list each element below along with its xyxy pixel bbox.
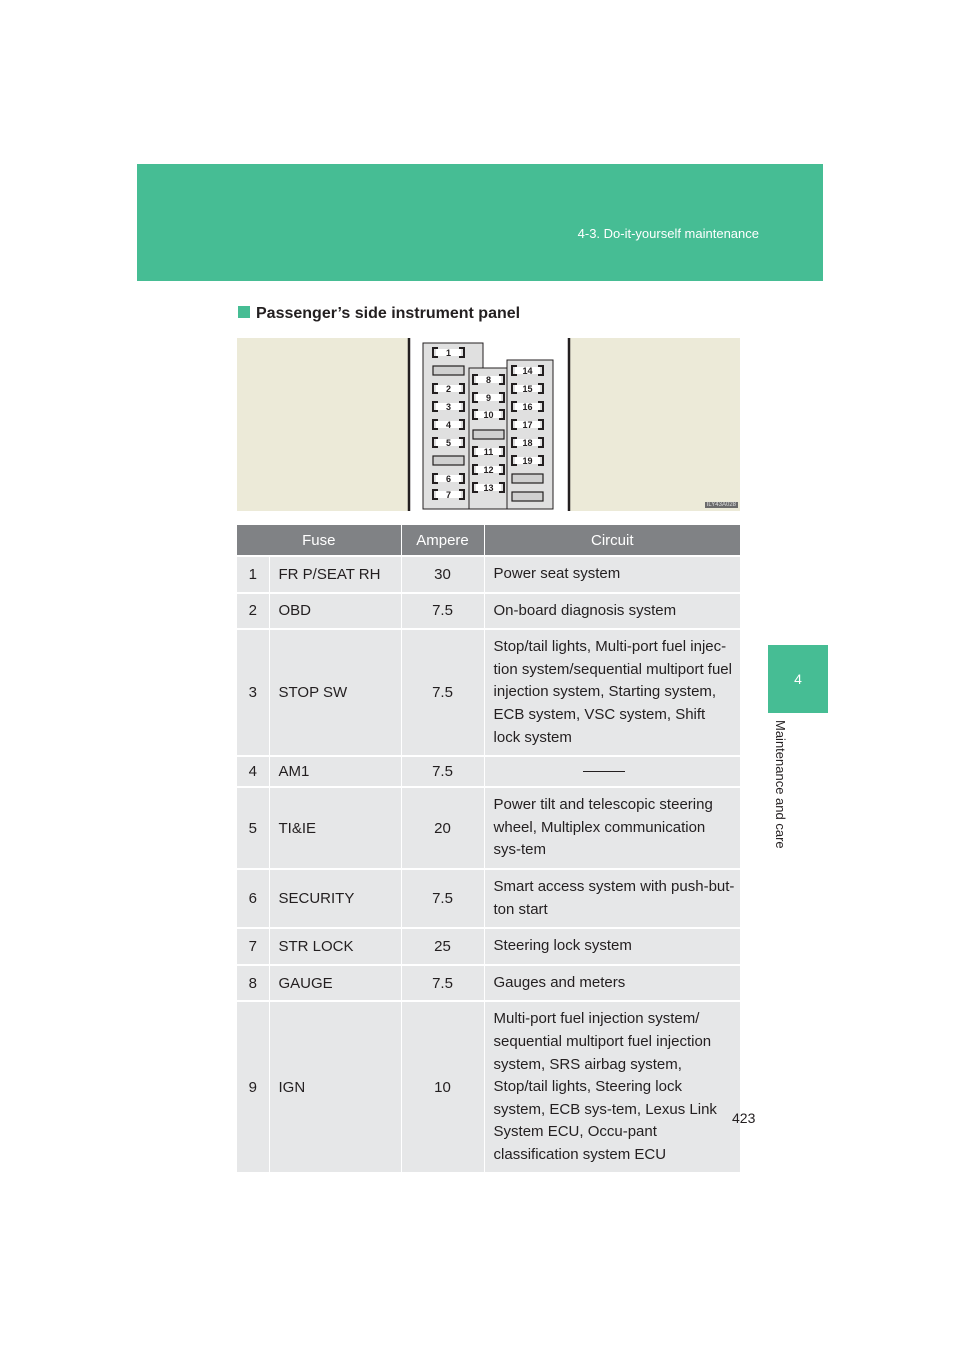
fuse-slot-label: 12 bbox=[483, 465, 494, 475]
diagram-code: ILY43A028 bbox=[706, 502, 736, 508]
fuse-circuit: Power seat system bbox=[484, 556, 740, 593]
fuse-slot-10 bbox=[473, 410, 504, 420]
fuse-number: 1 bbox=[237, 556, 269, 593]
fuse-slot-label: 18 bbox=[522, 438, 533, 448]
fuse-slot-label: 3 bbox=[445, 402, 452, 412]
fuse-number: 5 bbox=[237, 787, 269, 869]
fuse-slot-18 bbox=[512, 438, 543, 448]
fuse-number: 2 bbox=[237, 593, 269, 630]
fuse-slot-label: 6 bbox=[445, 474, 452, 484]
table-row bbox=[237, 928, 740, 965]
dash-mark bbox=[583, 771, 625, 772]
fuse-name: TI&IE bbox=[269, 787, 401, 869]
header-circuit: Circuit bbox=[484, 525, 740, 556]
section-title bbox=[238, 305, 520, 323]
fuse-circuit-empty bbox=[484, 756, 740, 787]
table-row bbox=[237, 1001, 740, 1172]
fuse-name: GAUGE bbox=[269, 965, 401, 1002]
fuse-ampere: 7.5 bbox=[401, 593, 484, 630]
page-number: 423 bbox=[732, 1110, 756, 1126]
fuse-ampere: 25 bbox=[401, 928, 484, 965]
fuse-slot-3 bbox=[433, 402, 464, 412]
fuse-number: 7 bbox=[237, 928, 269, 965]
fuse-number: 8 bbox=[237, 965, 269, 1002]
fuse-circuit: Smart access system with push-but-ton start bbox=[484, 869, 740, 928]
table-row bbox=[237, 556, 740, 593]
fuse-slot-8 bbox=[473, 375, 504, 385]
fuse-ampere: 7.5 bbox=[401, 629, 484, 756]
fuse-slot-label: 5 bbox=[445, 438, 452, 448]
fuse-slot-label: 16 bbox=[522, 402, 533, 412]
fuse-slot-12 bbox=[473, 465, 504, 475]
fuse-name: STR LOCK bbox=[269, 928, 401, 965]
fuse-name: AM1 bbox=[269, 756, 401, 787]
fuse-number: 9 bbox=[237, 1001, 269, 1172]
fuse-number: 3 bbox=[237, 629, 269, 756]
fuse-ampere: 30 bbox=[401, 556, 484, 593]
chapter-side-label-text: Maintenance and care bbox=[773, 720, 788, 849]
fuse-name: FR P/SEAT RH bbox=[269, 556, 401, 593]
square-bullet-icon bbox=[238, 306, 250, 318]
fuse-slot-label: 7 bbox=[445, 490, 452, 500]
header-ampere: Ampere bbox=[401, 525, 484, 556]
spare-fuse-slot bbox=[433, 456, 464, 465]
fuse-slot-19 bbox=[512, 456, 543, 466]
fuse-circuit: Power tilt and telescopic steering wheel, Multiplex communication sys-tem bbox=[484, 787, 740, 869]
spare-fuse-slot bbox=[473, 430, 504, 439]
fuse-slot-label: 17 bbox=[522, 420, 533, 430]
chapter-side-label bbox=[770, 720, 790, 870]
fuse-slot-9 bbox=[473, 393, 504, 403]
table-row bbox=[237, 593, 740, 630]
fuse-ampere: 7.5 bbox=[401, 869, 484, 928]
fuse-name: STOP SW bbox=[269, 629, 401, 756]
fuse-slot-label: 2 bbox=[445, 384, 452, 394]
section-title-text: Passenger’s side instrument panel bbox=[256, 305, 521, 322]
spare-fuse-slot bbox=[512, 474, 543, 483]
chapter-tab bbox=[768, 645, 828, 713]
fuse-slot-11 bbox=[473, 447, 504, 457]
fuse-ampere: 20 bbox=[401, 787, 484, 869]
fuse-table-header bbox=[237, 525, 740, 556]
fuse-slot-label: 4 bbox=[445, 420, 452, 430]
spare-fuse-slot bbox=[433, 366, 464, 375]
fuse-slot-4 bbox=[433, 420, 464, 430]
table-row bbox=[237, 787, 740, 869]
fuse-slot-label: 8 bbox=[485, 375, 492, 385]
fuse-slot-label: 13 bbox=[483, 483, 494, 493]
fuse-ampere: 7.5 bbox=[401, 756, 484, 787]
header-fuse: Fuse bbox=[237, 525, 401, 556]
fuse-circuit: Stop/tail lights, Multi-port fuel injec-tion system/sequential multiport fuel injection system, Starting system, ECB system, VSC system, Shift lock system bbox=[484, 629, 740, 756]
spare-fuse-slot bbox=[512, 492, 543, 501]
table-row bbox=[237, 756, 740, 787]
fuse-box-diagram bbox=[237, 338, 740, 511]
fuse-circuit: Steering lock system bbox=[484, 928, 740, 965]
fuse-slot-1 bbox=[433, 348, 464, 358]
fuse-circuit: Multi-port fuel injection system/ sequential multiport fuel injection system, SRS airbag system, Stop/tail lights, Steering lock system, ECB sys-tem, Lexus Link System ECU, Occu-pant classification system ECU bbox=[484, 1001, 740, 1172]
chapter-number: 4 bbox=[794, 671, 802, 687]
fuse-number: 6 bbox=[237, 869, 269, 928]
fuse-name: OBD bbox=[269, 593, 401, 630]
chapter-header bbox=[137, 164, 823, 281]
fuse-slot-label: 10 bbox=[483, 410, 494, 420]
fuse-slot-7 bbox=[433, 490, 464, 500]
fuse-number: 4 bbox=[237, 756, 269, 787]
fuse-slot-5 bbox=[433, 438, 464, 448]
fuse-name: IGN bbox=[269, 1001, 401, 1172]
table-row bbox=[237, 965, 740, 1002]
fuse-slot-13 bbox=[473, 483, 504, 493]
fuse-slot-15 bbox=[512, 384, 543, 394]
fuse-slot-2 bbox=[433, 384, 464, 394]
table-row bbox=[237, 869, 740, 928]
fuse-slot-label: 19 bbox=[522, 456, 533, 466]
fuse-circuit: On-board diagnosis system bbox=[484, 593, 740, 630]
table-row bbox=[237, 629, 740, 756]
fuse-slot-label: 9 bbox=[485, 393, 492, 403]
fuse-slot-17 bbox=[512, 420, 543, 430]
fuse-box-illustration bbox=[237, 338, 740, 511]
fuse-ampere: 7.5 bbox=[401, 965, 484, 1002]
fuse-slot-16 bbox=[512, 402, 543, 412]
fuse-name: SECURITY bbox=[269, 869, 401, 928]
fuse-slot-6 bbox=[433, 474, 464, 484]
fuse-circuit: Gauges and meters bbox=[484, 965, 740, 1002]
fuse-table bbox=[237, 525, 740, 1172]
fuse-slot-label: 11 bbox=[483, 447, 494, 457]
fuse-slot-label: 14 bbox=[522, 366, 533, 376]
fuse-slot-14 bbox=[512, 366, 543, 376]
fuse-ampere: 10 bbox=[401, 1001, 484, 1172]
right-fuse-column bbox=[507, 360, 553, 509]
fuse-slot-label: 1 bbox=[445, 348, 452, 358]
chapter-section-title: 4-3. Do-it-yourself maintenance bbox=[577, 226, 759, 241]
fuse-slot-label: 15 bbox=[522, 384, 533, 394]
